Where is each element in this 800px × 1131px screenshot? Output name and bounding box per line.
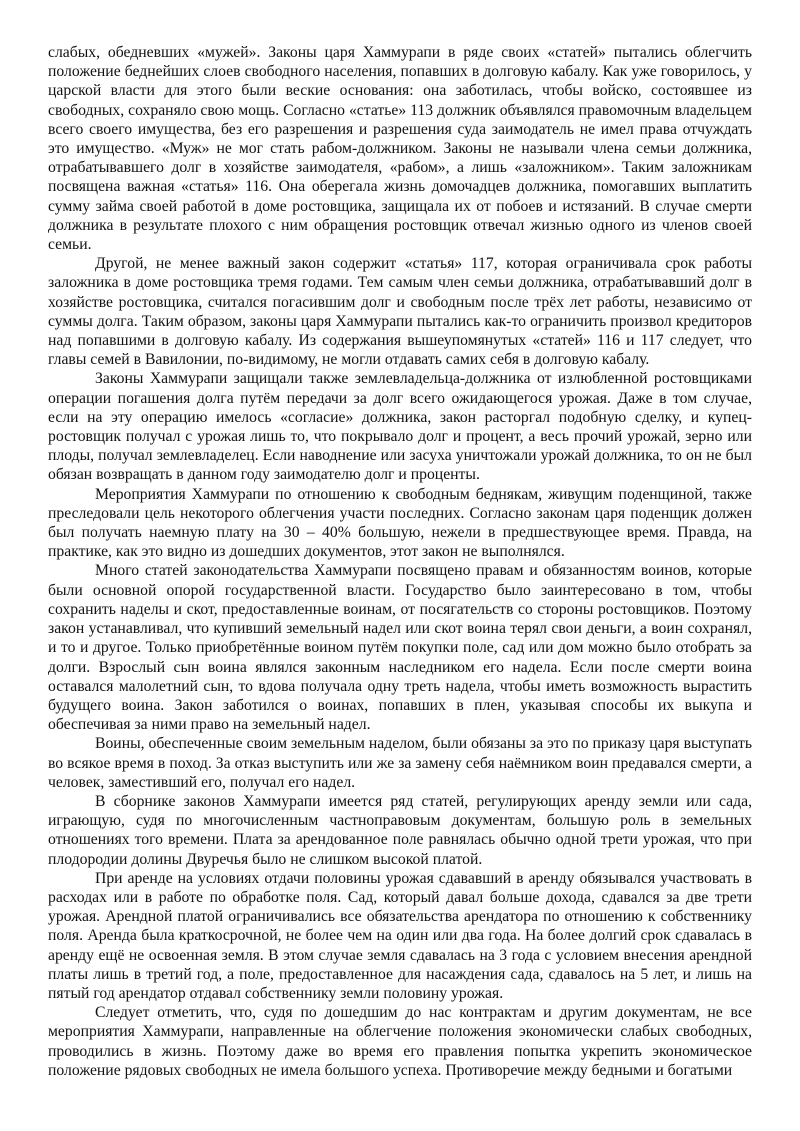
paragraph-conclusion: Следует отметить, что, судя по дошедшим до нас контрактам и другим документам, не все мероприятия Хаммурапи, направленные на облегчение положения экономически слабых свободных, проводились в жизнь. Поэтому даже во время его правления попытка укрепить экономическое положение рядовых свободных не имела большого успеха. Противоречие между бедными и богатыми <box>48 1004 752 1079</box>
paragraph-lease-terms: При аренде на условиях отдачи половины урожая сдававший в аренду обязывался участвовать в расходах или в работе по обработке поля. Сад, который давал больше дохода, сдавался за две трети урожая. Арендной платой ограничивались все обязательства арендатора по отношению к собственнику поля. Аренда была краткосрочной, не более чем на один или два года. На более долгий срок сдавалась в аренду ещё не освоенная земля. В этом случае земля сдавалась на 3 года с условием внесения арендной платы лишь в третий год, а поле, предоставленное для насаждения сада, сдавалось на 5 лет, и лишь на пятый год арендатор отдавал собственнику земли половину урожая. <box>48 869 752 1002</box>
paragraph-landowner-debtor: Законы Хаммурапи защищали также землевладельца-должника от излюбленной ростовщиками операции погашения долга путём передачи за долг всего ожидающегося урожая. Даже в том случае, если на эту операцию имелось «согласие» должника, закон расторгал подобную сделку, и купец-ростовщик получал с урожая лишь то, что покрывало долг и процент, а весь прочий урожай, зерно или плоды, получал землевладелец. Если наводнение или засуха уничтожали урожай должника, то он не был обязан возвращать в данном году заимодателю долг и проценты. <box>48 370 752 484</box>
paragraph-warriors-duty: Воины, обеспеченные своим земельным наделом, были обязаны за это по приказу царя выступать во всякое время в поход. За отказ выступить или же за замену себя наёмником воин предавался смерти, а человек, заместивший его, получал его надел. <box>48 735 752 791</box>
paragraph-article-117: Другой, не менее важный закон содержит «статья» 117, которая ограничивала срок работы заложника в доме ростовщика тремя годами. Тем самым член семьи должника, отрабатывавший долг в хозяйстве ростовщика, считался погасившим долг и свободным после трёх лет работы, независимо от суммы долга. Таким образом, законы царя Хаммурапи пытались как-то ограничить произвол кредиторов над попавшими в долговую кабалу. Из содержания вышеупомянутых «статей» 116 и 117 следует, что главы семей в Вавилонии, по-видимому, не могли отдавать самих себя в долговую кабалу. <box>48 255 752 369</box>
paragraph-day-laborers: Мероприятия Хаммурапи по отношению к свободным беднякам, живущим поденщиной, также преследовали цель некоторого облегчения участи последних. Согласно законам царя поденщик должен был получать наемную плату на 30 – 40% большую, нежели в предшествующее время. Правда, на практике, как это видно из дошедших документов, этот закон не выполнялся. <box>48 485 752 561</box>
paragraph-land-lease: В сборнике законов Хаммурапи имеется ряд статей, регулирующих аренду земли или сада, играющую, судя по многочисленным частноправовым документам, большую роль в земельных отношениях того времени. Плата за арендованное поле равнялась обычно одной трети урожая, что при плодородии долины Двуречья было не слишком высокой платой. <box>48 792 752 868</box>
paragraph-warriors-rights: Много статей законодательства Хаммурапи посвящено правам и обязанностям воинов, которые были основной опорой государственной власти. Государство было заинтересовано в том, чтобы сохранить наделы и скот, предоставленные воинам, от посягательств со стороны ростовщиков. Поэтому закон устанавливал, что купивший земельный надел или скот воина терял свои деньги, а воин сохранял, и то и другое. Только приобретённые воином путём покупки поле, сад или дом можно было отобрать за долги. Взрослый сын воина являлся законным наследником его надела. Если после смерти воина оставался малолетний сын, то вдова получала одну треть надела, чтобы иметь возможность вырастить будущего воина. Закон заботился о воинах, попавших в плен, указывая способы их выкупа и обеспечивая за ними право на земельный надел. <box>48 562 752 734</box>
document-page <box>48 43 752 1080</box>
paragraph-debt-laws: слабых, обедневших «мужей». Законы царя Хаммурапи в ряде своих «статей» пытались облегчить положение беднейших слоев свободного населения, попавших в долговую кабалу. Как уже говорилось, у царской власти для этого были веские основания: она заботилась, чтобы войско, состоявшее из свободных, сохраняло свою мощь. Согласно «статье» 113 должник объявлялся правомочным владельцем всего своего имущества, без его разрешения и разрешения суда заимодатель не имел права отчуждать это имущество. «Муж» не мог стать рабом-должником. Законы не называли члена семьи должника, отрабатывавшего долг в хозяйстве заимодателя, «рабом», а лишь «заложником». Таким заложникам посвящена важная «статья» 116. Она оберегала жизнь домочадцев должника, помогавших выплатить сумму займа своей работой в доме ростовщика, защищала их от побоев и истязаний. В случае смерти должника в результате плохого с ним обращения ростовщик отвечал жизнью одного из членов своей семьи. <box>48 44 752 254</box>
